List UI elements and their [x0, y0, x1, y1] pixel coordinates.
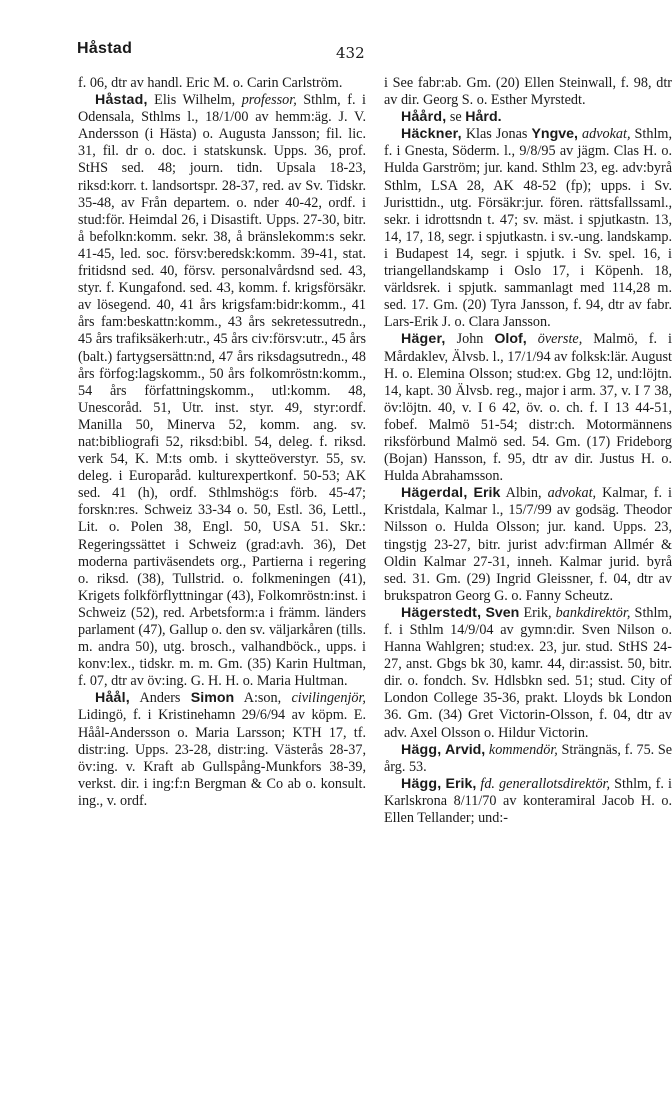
- entry-surname: Häckner,: [401, 126, 462, 143]
- biography-entry: [384, 109, 672, 126]
- entry-names: A:son,: [234, 690, 292, 707]
- entry-occupation: överste,: [537, 331, 583, 348]
- entry-names: [527, 331, 538, 347]
- biography-entry: [384, 776, 672, 827]
- entry-text: Kalmar, f. i Kristdala, Kalmar l., 15/7/99 av godsäg. Theodor Nilsson o. Hulda Olsson; jur. kand. Upps. 23, tingstjg 23-27, bitr. jurist adv:firman Allmér & Oldin Kalmar 27-31, inneh. Kalmar jurid. byrå sed. 31. Gm. (29) Ingrid Gleissner, f. 04, dtr av brukspatron Georg G. o. Fanny Scheutz.: [384, 485, 672, 604]
- entry-names: se: [446, 109, 466, 126]
- entry-names: John: [445, 331, 495, 348]
- entry-surname: Håstad,: [95, 92, 148, 109]
- entry-occupation: bankdirektör,: [555, 604, 631, 621]
- entry-names: Elis Wilhelm,: [147, 92, 242, 109]
- entry-surname: Hägerstedt,: [401, 604, 482, 621]
- entry-occupation: kommendör,: [488, 741, 558, 758]
- entry-text: Lidingö, f. i Kristinehamn 29/6/94 av köpm. E. Håål-Andersson o. Maria Larsson; KTH 17, tf. distr:ing. Upps. 23-28, distr:ing. Västerås 28-37, öv:ing. v. Kraft ab Gullspång-Munkfors 38-39, verkst. dir. i ing:f:n Bergman & Co ab o. konsult. ing., v. ordf.: [78, 707, 366, 809]
- entry-occupation: advokat,: [547, 485, 597, 502]
- entry-surname: Hägg,: [401, 741, 442, 758]
- entry-given-name: Yngve,: [531, 126, 578, 143]
- entry-occupation: advokat,: [582, 126, 631, 143]
- entry-surname: Häger,: [401, 331, 446, 348]
- entry-occupation: fd. generallotsdirektör,: [480, 775, 611, 792]
- entry-text: f. 06, dtr av handl. Eric M. o. Carin Carlström.: [78, 75, 343, 91]
- entry-occupation: civilingenjör,: [291, 690, 366, 707]
- entry-given-name: Hård.: [465, 109, 502, 126]
- entry-given-name: Arvid,: [445, 741, 486, 758]
- entry-text: Malmö, f. i Mårdaklev, Älvsb. l., 17/1/94 av folksk:lär. August H. o. Elemina Olsson; stud:ex. Gbg 12, und:löjtn. 14, kapt. 30 Älvsb. reg., major i arm. 37, v. I 7 38, öv:löjtn. 40, v. I 6 42, öv. o. ch. f. I 13 44-51, fobef. Malmö 51-54; distr:ch. Motormännens riksförbund Malmö sed. 54. Gm. (17) Frideborg (Bojan) Hansson, f. 95, dtr av dir. Justus H. o. Hulda Abrahamsson.: [384, 331, 672, 485]
- entry-text: Sthlm, f. i Gnesta, Söderm. l., 9/8/95 av jägm. Clas H. o. Hulda Garström; jur. kand. Sthlm 23, eg. adv:byrå Sthlm, LSA 28, AK 48-52 (fp); upps. i Sv. Juristtidn., utg. Försäkr:jur. fören. rättsfallssaml., sekr. i idrottsndn t. 47; sv. mäst. i spjutkastn. 13, 14, 17, 18, segr. i spjutkastn. i sv.-ung. landskamp. i Budapest 14, segr. i spjutk. i Sv. spel. 16, i triangellandskamp i Oslo 17, i Köpenh. 18, världsrek. i spjutk. sammanlagt med 114,28 m. sed. 17. Gm. (20) Tyra Jansson, f. 94, dtr av fabr. Lars-Erik J. o. Clara Jansson.: [384, 126, 672, 331]
- biography-entry: [384, 126, 672, 331]
- entry-surname: Håård,: [401, 109, 447, 126]
- entry-surname: Hägg,: [401, 775, 442, 792]
- entry-text: Sthlm, f. i Sthlm 14/9/04 av gymn:dir. Sven Nilson o. Hanna Wahlgren; stud:ex. 23, jur. stud. StHS 24-27, anst. Gbgs bk 30, kamr. 44, dir:assist. 50, bitr. dir. o. fondch. Sv. Hdlsbkn sed. 51; stud. City of London College 35-36, prakt. Lloyds bk London 36. Gm. (34) Gret Victorin-Olsson, f. 04, dtr av adv. Axel Olsson o. Hildur Victorin.: [384, 604, 672, 741]
- entry-names: Anders: [129, 690, 191, 707]
- entry-given-name: Olof,: [494, 331, 527, 348]
- entry-text: i See fabr:ab. Gm. (20) Ellen Steinwall, f. 98, dtr av dir. Georg S. o. Esther Myrstedt.: [384, 75, 672, 109]
- biography-entry: [384, 742, 672, 776]
- entry-names: Albin,: [500, 485, 548, 502]
- biography-entry: [78, 690, 366, 810]
- right-column: [384, 75, 672, 827]
- entry-text: Sthlm, f. i Karlskrona 8/11/70 av konteramiral Jacob H. o. Ellen Tellander; und:-: [384, 775, 672, 827]
- entry-text: Sthlm, f. i Odensala, Sthlms l., 18/1/00 av hemm:äg. J. V. Andersson (i Hästa) o. Augusta Jansson; fil. lic. 31, fil. dr o. doc. i statskunsk. Upps. 36, prof. StHS sed. 48; journ. tidn. Upsala 18-23, riksd:korr. t. landsortspr. 28-37, red. av Sv. Tidskr. 35-48, av Från departem. o. nder 40-42, ordf. i stud:för. Heimdal 26, i Disastift. Upps. 27-30, bitr. å befolkn:komm. sekr. 38, å bränslekomm:s sekr. 41-45, led. soc. försv:beredsk:komm. 39-41, stat. fritidsnd sed. 40, försv. personalvårdsnd sed. 43, styr. f. Kungafond. sed. 43, komm. f. krigsförsäkr. av lösegend. 40, 41 års krigsfam:bidr:komm., 41 års fam:beskattn:komm., 43 års sekretessutredn., 45 års trafiksäkerh:utr., 45 års civ:försv:utr., 45 års (balt.) fartygsersättn:nd, 47 års riksdagsutredn., 48 års förfog:lagskomm., 50 års folkomröstn:komm., 54 års författningskomm., utl:komm. 48, Unescoråd. 51, Utr. inst. styr. 49, styr:ordf. Manilla 50, Minerva 52, komm. ang. sv. nat:bibliografi 52, riksd:bibl. 54, deleg. f. riksd. verk 54, K. M:ts omb. i skytteöverstyr. 55, sv. deleg. i Europaråd. kulturexpertkonf. 50-53; AK sed. 41 (h), ordf. Sthlmshög:s förb. 45-47; forskn:res. Schweiz 33-34 o. 50, Estl. 36, Lettl., Lit. o. Polen 38, Engl. 50, USA 51. Skr.: Regeringssättet i Schweiz (grad:avh. 36), Det moderna partiväsendets org., Partierna i regering o. riksd. (38), Tullstrid. o. folkmeningen (41), Krigets folkförflyttningar (43), Folkomröstn:inst. i Schweiz (52), red. Arbetsform:a i främm. länders parlament (47), Gallup o. den sv. väljarkåren (tills. m. andra 50), utg. brosch., valhandböck., upps. i konv:lex., tidskr. m. m. Gm. (35) Karin Hultman, f. 07, dtr av öv:ing. G. H. H. o. Maria Hultman.: [78, 92, 366, 690]
- entry-surname: Håål,: [95, 690, 130, 707]
- running-head: Håstad: [77, 40, 133, 57]
- entry-given-name: Erik: [473, 485, 501, 502]
- biography-entry: [78, 92, 366, 690]
- entry-names: Klas Jonas: [461, 126, 532, 143]
- entry-continuation: [78, 75, 366, 92]
- entry-surname: Hägerdal,: [401, 485, 468, 502]
- page-number: 432: [336, 44, 365, 62]
- entry-occupation: professor,: [241, 92, 297, 109]
- biography-entry: [384, 605, 672, 742]
- entry-names: Erik,: [519, 604, 556, 621]
- biography-entry: [384, 485, 672, 605]
- entry-given-name: Simon: [190, 690, 235, 707]
- entry-given-name: Sven: [485, 604, 520, 621]
- left-column: [78, 75, 366, 810]
- entry-continuation: [384, 75, 672, 109]
- entry-text: Strängnäs, f. 75. Se årg. 53.: [384, 741, 672, 775]
- entry-given-name: Erik,: [445, 775, 477, 792]
- page-header: [77, 40, 672, 64]
- biography-entry: [384, 331, 672, 485]
